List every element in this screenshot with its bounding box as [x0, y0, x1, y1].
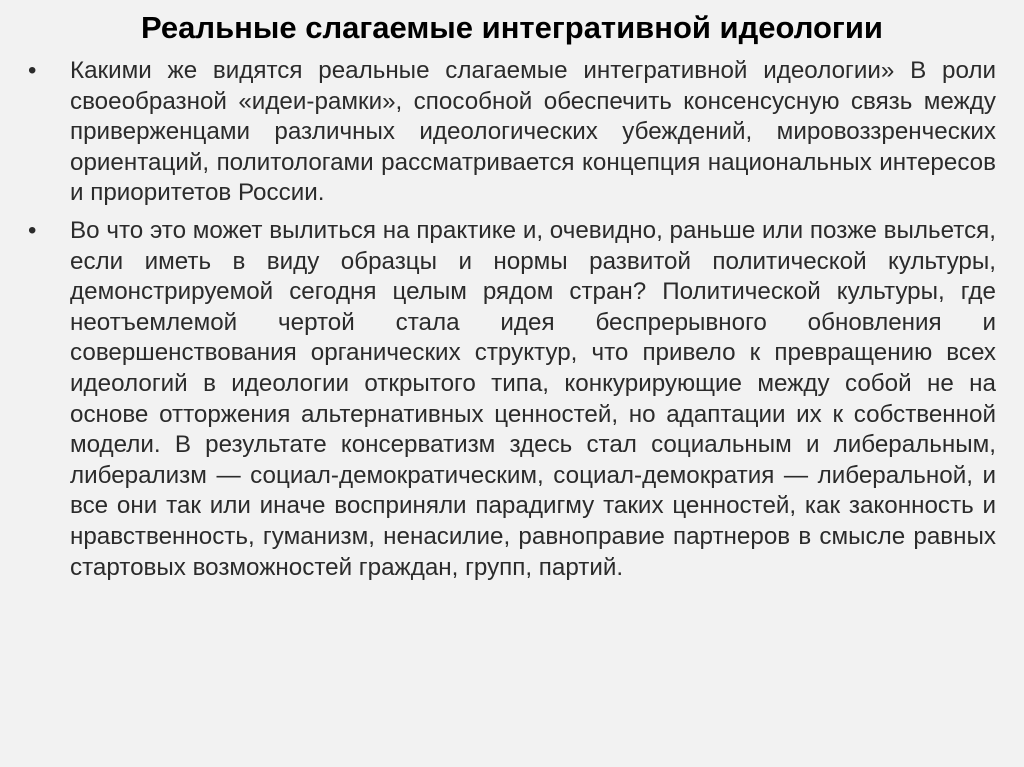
bullet-item [28, 216, 996, 583]
bullet-item [28, 56, 996, 209]
slide-title: Реальные слагаемые интегративной идеологии [141, 10, 883, 45]
bullet-text: Какими же видятся реальные слагаемые интегративной идеологии» В роли своеобразной «идеи-рамки», способной обеспечить консенсусную связь между приверженцами различных идеологических убеждений, мировоззренческих ориентаций, политологами рассматривается концепция национальных интересов и приоритетов России. [70, 57, 996, 207]
bullet-list [28, 56, 996, 590]
bullet-text: Во что это может вылиться на практике и, очевидно, раньше или позже выльется, если иметь в виду образцы и нормы развитой политической культуры, демонстрируемой сегодня целым рядом стран? Политической культуры, где неотъемлемой чертой стала идея беспрерывного обновления и совершенствования органических структур, что привело к превращению всех идеологий в идеологии открытого типа, конкурирующие между собой не на основе отторжения альтернативных ценностей, но адаптации их к собственной модели. В результате консерватизм здесь стал социальным и либеральным, либерализм — социал-демократическим, социал-демократия — либеральной, и все они так или иначе восприняли парадигму таких ценностей, как законность и нравственность, гуманизм, ненасилие, равноправие партнеров в смысле равных стартовых возможностей граждан, групп, партий. [70, 216, 996, 581]
bullet-marker: • [28, 216, 37, 244]
bullet-marker: • [28, 57, 37, 84]
